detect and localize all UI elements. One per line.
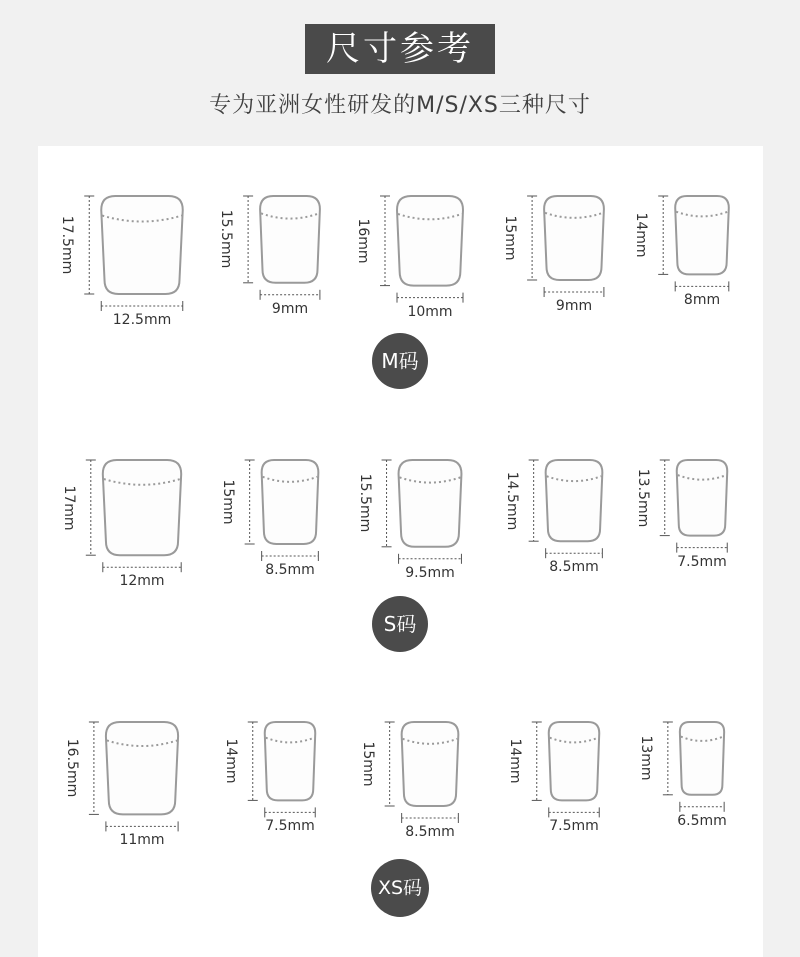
nail-height-label: 16mm	[355, 218, 371, 264]
nail-height-label: 13.5mm	[634, 468, 651, 528]
nail-outline	[402, 722, 459, 806]
size-badge: XS码	[371, 859, 429, 917]
nail-height-label: 15mm	[219, 479, 236, 525]
nail-width-label: 8mm	[683, 292, 721, 309]
nail-height-label: 15.5mm	[218, 210, 235, 269]
nail-height-label: 15.5mm	[356, 474, 373, 533]
nail-outline	[101, 196, 183, 294]
nail-width-label: 6.5mm	[677, 812, 727, 829]
nail-outline	[397, 196, 463, 286]
nail-outline	[549, 722, 600, 800]
nail-height-label: 17.5mm	[59, 215, 76, 275]
nail-outline	[262, 460, 319, 544]
nail-height-label: 16.5mm	[63, 738, 80, 798]
nail-outline	[675, 196, 729, 274]
nail-outline	[260, 196, 320, 283]
nail-outline	[103, 460, 181, 555]
nail-width-label: 10mm	[407, 303, 453, 320]
nail-height-label: 15mm	[502, 215, 519, 261]
nail-height-label: 17mm	[60, 485, 77, 531]
page-subtitle: 专为亚洲女性研发的M/S/XS三种尺寸	[209, 93, 591, 118]
nail-height-label: 15mm	[359, 741, 376, 787]
nail-height-label: 14mm	[222, 738, 239, 784]
nail-outline	[106, 722, 178, 814]
nail-height-label: 14mm	[633, 212, 650, 258]
nail-width-label: 8.5mm	[265, 562, 315, 578]
nail-width-label: 9.5mm	[405, 564, 455, 581]
nail-outline	[677, 460, 728, 536]
size-badge: M码	[372, 333, 428, 389]
nail-width-label: 11mm	[119, 832, 165, 849]
nail-width-label: 8.5mm	[549, 559, 599, 576]
nail-width-label: 12mm	[119, 573, 165, 590]
nail-height-label: 14mm	[506, 738, 523, 784]
nail-width-label: 12.5mm	[112, 312, 172, 328]
nail-outline	[546, 460, 603, 541]
size-badge: S码	[372, 596, 428, 652]
page-title: 尺寸参考	[305, 24, 495, 74]
nail-width-label: 7.5mm	[677, 553, 727, 570]
nail-width-label: 7.5mm	[265, 818, 315, 835]
nail-outline	[399, 460, 462, 547]
nail-height-label: 14.5mm	[503, 471, 520, 530]
nail-width-label: 9mm	[555, 298, 593, 314]
nail-width-label: 8.5mm	[405, 824, 455, 840]
nail-outline	[544, 196, 604, 280]
nail-height-label: 13mm	[637, 735, 654, 781]
nail-outline	[680, 722, 724, 795]
nail-outline	[265, 722, 316, 800]
nail-width-label: 9mm	[271, 300, 309, 317]
nail-width-label: 7.5mm	[549, 818, 599, 835]
